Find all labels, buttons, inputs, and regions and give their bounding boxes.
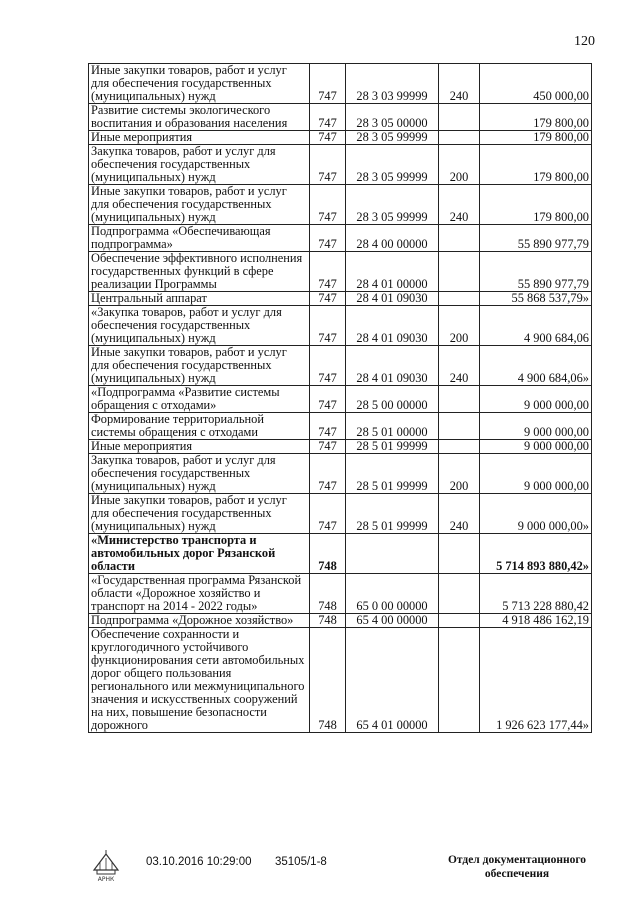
row-name: Иные мероприятия: [89, 131, 310, 145]
row-admin-code: 747: [310, 104, 346, 131]
row-amount: 9 000 000,00: [480, 440, 592, 454]
table-row: [89, 386, 592, 413]
table-row: [89, 104, 592, 131]
table-row: [89, 614, 592, 628]
row-name: Подпрограмма «Дорожное хозяйство»: [89, 614, 310, 628]
row-amount: 9 000 000,00»: [480, 494, 592, 534]
row-amount: 4 900 684,06»: [480, 346, 592, 386]
table-row: [89, 440, 592, 454]
row-name: Иные закупки товаров, работ и услуг для обеспечения государственных (муниципальных) нужд: [89, 64, 310, 104]
row-name: Формирование территориальной системы обращения с отходами: [89, 413, 310, 440]
row-name: Иные закупки товаров, работ и услуг для обеспечения государственных (муниципальных) нужд: [89, 185, 310, 225]
row-name: Центральный аппарат: [89, 292, 310, 306]
row-name: Иные закупки товаров, работ и услуг для обеспечения государственных (муниципальных) нужд: [89, 346, 310, 386]
row-target-code: 28 5 00 00000: [346, 386, 439, 413]
row-admin-code: 747: [310, 64, 346, 104]
table-row: [89, 225, 592, 252]
row-name: Подпрограмма «Обеспечивающая подпрограмма»: [89, 225, 310, 252]
budget-table: [88, 63, 592, 733]
footer-timestamp: 03.10.2016 10:29:00: [146, 856, 252, 868]
row-target-code: 65 0 00 00000: [346, 574, 439, 614]
row-target-code: 28 3 05 00000: [346, 104, 439, 131]
row-admin-code: 747: [310, 292, 346, 306]
row-expense-type: [439, 104, 480, 131]
row-admin-code: 747: [310, 346, 346, 386]
row-amount: 55 868 537,79»: [480, 292, 592, 306]
row-target-code: 28 3 05 99999: [346, 131, 439, 145]
row-amount: 179 800,00: [480, 131, 592, 145]
row-admin-code: 747: [310, 185, 346, 225]
footer-department: [442, 853, 592, 881]
row-amount: 55 890 977,79: [480, 252, 592, 292]
table-row: [89, 185, 592, 225]
row-expense-type: [439, 252, 480, 292]
row-target-code: 65 4 00 00000: [346, 614, 439, 628]
row-amount: 9 000 000,00: [480, 413, 592, 440]
row-name: Закупка товаров, работ и услуг для обеспечения государственных (муниципальных) нужд: [89, 145, 310, 185]
table-row: [89, 534, 592, 574]
row-expense-type: [439, 131, 480, 145]
row-name: Обеспечение эффективного исполнения государственных функций в сфере реализации Программы: [89, 252, 310, 292]
row-admin-code: 747: [310, 413, 346, 440]
table-row: [89, 306, 592, 346]
table-row: [89, 64, 592, 104]
row-expense-type: 200: [439, 454, 480, 494]
row-admin-code: 748: [310, 628, 346, 733]
row-target-code: 28 3 03 99999: [346, 64, 439, 104]
footer-department-line-1: Отдел документационного: [447, 854, 587, 866]
row-admin-code: 747: [310, 454, 346, 494]
row-target-code: 65 4 01 00000: [346, 628, 439, 733]
row-expense-type: 240: [439, 64, 480, 104]
row-admin-code: 748: [310, 614, 346, 628]
footer-department-line-2: обеспечения: [484, 868, 550, 880]
row-name: Иные закупки товаров, работ и услуг для обеспечения государственных (муниципальных) нужд: [89, 494, 310, 534]
table-row: [89, 346, 592, 386]
budget-table-body: [89, 64, 592, 733]
row-expense-type: 240: [439, 494, 480, 534]
row-name: Иные мероприятия: [89, 440, 310, 454]
footer-document-number: 35105/1-8: [275, 856, 327, 868]
row-target-code: 28 4 01 09030: [346, 346, 439, 386]
row-target-code: 28 3 05 99999: [346, 185, 439, 225]
table-row: [89, 574, 592, 614]
row-expense-type: 240: [439, 346, 480, 386]
row-target-code: [346, 534, 439, 574]
row-target-code: 28 4 00 00000: [346, 225, 439, 252]
emblem-icon: [88, 848, 124, 882]
row-target-code: 28 5 01 99999: [346, 454, 439, 494]
row-target-code: 28 5 01 00000: [346, 413, 439, 440]
row-amount: 5 714 893 880,42»: [480, 534, 592, 574]
row-admin-code: 747: [310, 494, 346, 534]
row-expense-type: [439, 413, 480, 440]
table-row: [89, 413, 592, 440]
row-expense-type: 200: [439, 306, 480, 346]
table-row: [89, 628, 592, 733]
table-row: [89, 292, 592, 306]
row-name: «Закупка товаров, работ и услуг для обеспечения государственных (муниципальных) нужд: [89, 306, 310, 346]
row-expense-type: [439, 628, 480, 733]
row-admin-code: 747: [310, 386, 346, 413]
row-name: «Подпрограмма «Развитие системы обращения с отходами»: [89, 386, 310, 413]
table-row: [89, 454, 592, 494]
table-row: [89, 145, 592, 185]
row-name: «Министерство транспорта и автомобильных дорог Рязанской области: [89, 534, 310, 574]
row-target-code: 28 5 01 99999: [346, 494, 439, 534]
page-number: 120: [574, 34, 595, 49]
row-expense-type: [439, 440, 480, 454]
row-amount: 4 900 684,06: [480, 306, 592, 346]
row-amount: 5 713 228 880,42: [480, 574, 592, 614]
row-name: «Государственная программа Рязанской области «Дорожное хозяйство и транспорт на 2014 - 2022 годы»: [89, 574, 310, 614]
row-admin-code: 748: [310, 534, 346, 574]
row-expense-type: [439, 292, 480, 306]
row-admin-code: 747: [310, 252, 346, 292]
row-expense-type: [439, 534, 480, 574]
row-amount: 1 926 623 177,44»: [480, 628, 592, 733]
row-admin-code: 747: [310, 306, 346, 346]
row-expense-type: 240: [439, 185, 480, 225]
row-amount: 179 800,00: [480, 104, 592, 131]
row-name: Развитие системы экологического воспитания и образования населения: [89, 104, 310, 131]
logo-text: АРНК: [97, 876, 115, 882]
row-amount: 55 890 977,79: [480, 225, 592, 252]
row-amount: 9 000 000,00: [480, 386, 592, 413]
table-row: [89, 494, 592, 534]
row-amount: 4 918 486 162,19: [480, 614, 592, 628]
row-expense-type: [439, 574, 480, 614]
row-admin-code: 747: [310, 131, 346, 145]
row-target-code: 28 5 01 99999: [346, 440, 439, 454]
row-expense-type: [439, 614, 480, 628]
row-target-code: 28 4 01 00000: [346, 252, 439, 292]
row-admin-code: 747: [310, 145, 346, 185]
row-amount: 179 800,00: [480, 145, 592, 185]
row-target-code: 28 4 01 09030: [346, 292, 439, 306]
row-amount: 450 000,00: [480, 64, 592, 104]
row-expense-type: [439, 386, 480, 413]
table-row: [89, 252, 592, 292]
row-expense-type: 200: [439, 145, 480, 185]
row-admin-code: 748: [310, 574, 346, 614]
table-row: [89, 131, 592, 145]
row-name: Обеспечение сохранности и круглогодичного устойчивого функционирования сети автомобильных дорог общего пользования регионального или межмуниципального значения и искусственных сооружений на них, повышение безопасности дорожного: [89, 628, 310, 733]
row-admin-code: 747: [310, 440, 346, 454]
row-name: Закупка товаров, работ и услуг для обеспечения государственных (муниципальных) нужд: [89, 454, 310, 494]
row-amount: 9 000 000,00: [480, 454, 592, 494]
row-admin-code: 747: [310, 225, 346, 252]
row-amount: 179 800,00: [480, 185, 592, 225]
row-expense-type: [439, 225, 480, 252]
row-target-code: 28 3 05 99999: [346, 145, 439, 185]
row-target-code: 28 4 01 09030: [346, 306, 439, 346]
